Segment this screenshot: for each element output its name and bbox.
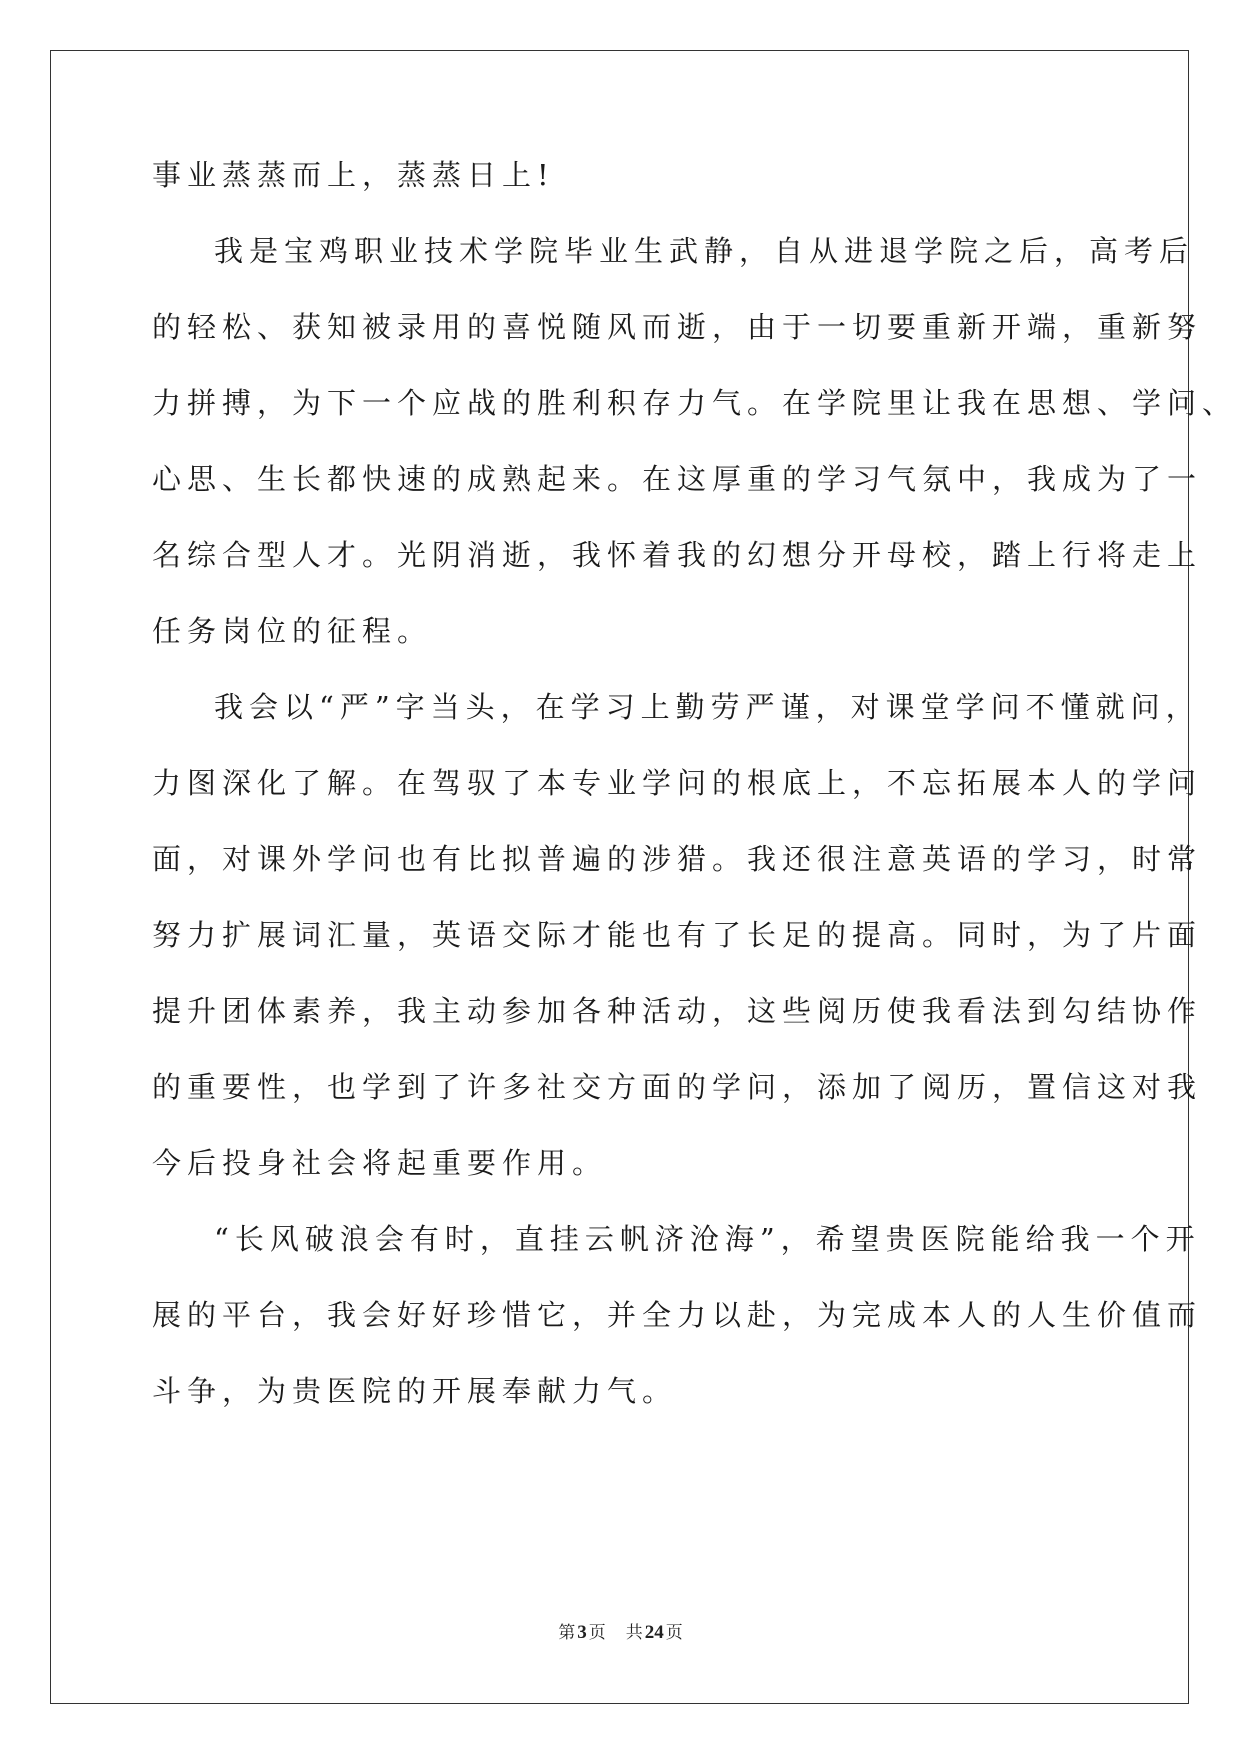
footer-page-prefix: 第	[558, 1623, 576, 1643]
text-line: 力拼搏，为下一个应战的胜利积存力气。在学院里让我在思想、学问、	[152, 386, 1238, 420]
text-line: 任务岗位的征程。	[152, 614, 433, 648]
text-line: 力图深化了解。在驾驭了本专业学问的根底上，不忘拓展本人的学问	[152, 766, 1203, 800]
text-line: 努力扩展词汇量，英语交际才能也有了长足的提高。同时，为了片面	[152, 918, 1203, 952]
text-line: 事业蒸蒸而上，蒸蒸日上!	[152, 158, 555, 192]
footer-total-suffix: 页	[665, 1623, 683, 1643]
footer-page-suffix: 页	[588, 1623, 606, 1643]
text-line: 我是宝鸡职业技术学院毕业生武静，自从进退学院之后，高考后	[214, 234, 1195, 268]
text-line: 的重要性，也学到了许多社交方面的学问，添加了阅历，置信这对我	[152, 1070, 1203, 1104]
text-line: 展的平台，我会好好珍惜它，并全力以赴，为完成本人的人生价值而	[152, 1298, 1203, 1332]
text-line: 心思、生长都快速的成熟起来。在这厚重的学习气氛中，我成为了一	[152, 462, 1203, 496]
footer-total-prefix: 共	[625, 1623, 643, 1643]
text-line: 今后投身社会将起重要作用。	[152, 1146, 608, 1180]
document-body	[152, 155, 1238, 1447]
text-line: 的轻松、获知被录用的喜悦随风而逝，由于一切要重新开端，重新努	[152, 310, 1203, 344]
text-line: 斗争，为贵医院的开展奉献力气。	[152, 1374, 678, 1408]
text-line: 面，对课外学问也有比拟普遍的涉猎。我还很注意英语的学习，时常	[152, 842, 1203, 876]
footer-page-number: 3	[577, 1622, 587, 1643]
text-line: 名综合型人才。光阴消逝，我怀着我的幻想分开母校，踏上行将走上	[152, 538, 1203, 572]
text-line: 我会以“严”字当头，在学习上勤劳严谨，对课堂学问不懂就问，	[214, 690, 1201, 724]
page-footer	[0, 1621, 1241, 1645]
text-line: 提升团体素养，我主动参加各种活动，这些阅历使我看法到勾结协作	[152, 994, 1203, 1028]
text-line: “长风破浪会有时，直挂云帆济沧海”，希望贵医院能给我一个开	[214, 1222, 1201, 1256]
footer-total-pages: 24	[644, 1622, 664, 1643]
